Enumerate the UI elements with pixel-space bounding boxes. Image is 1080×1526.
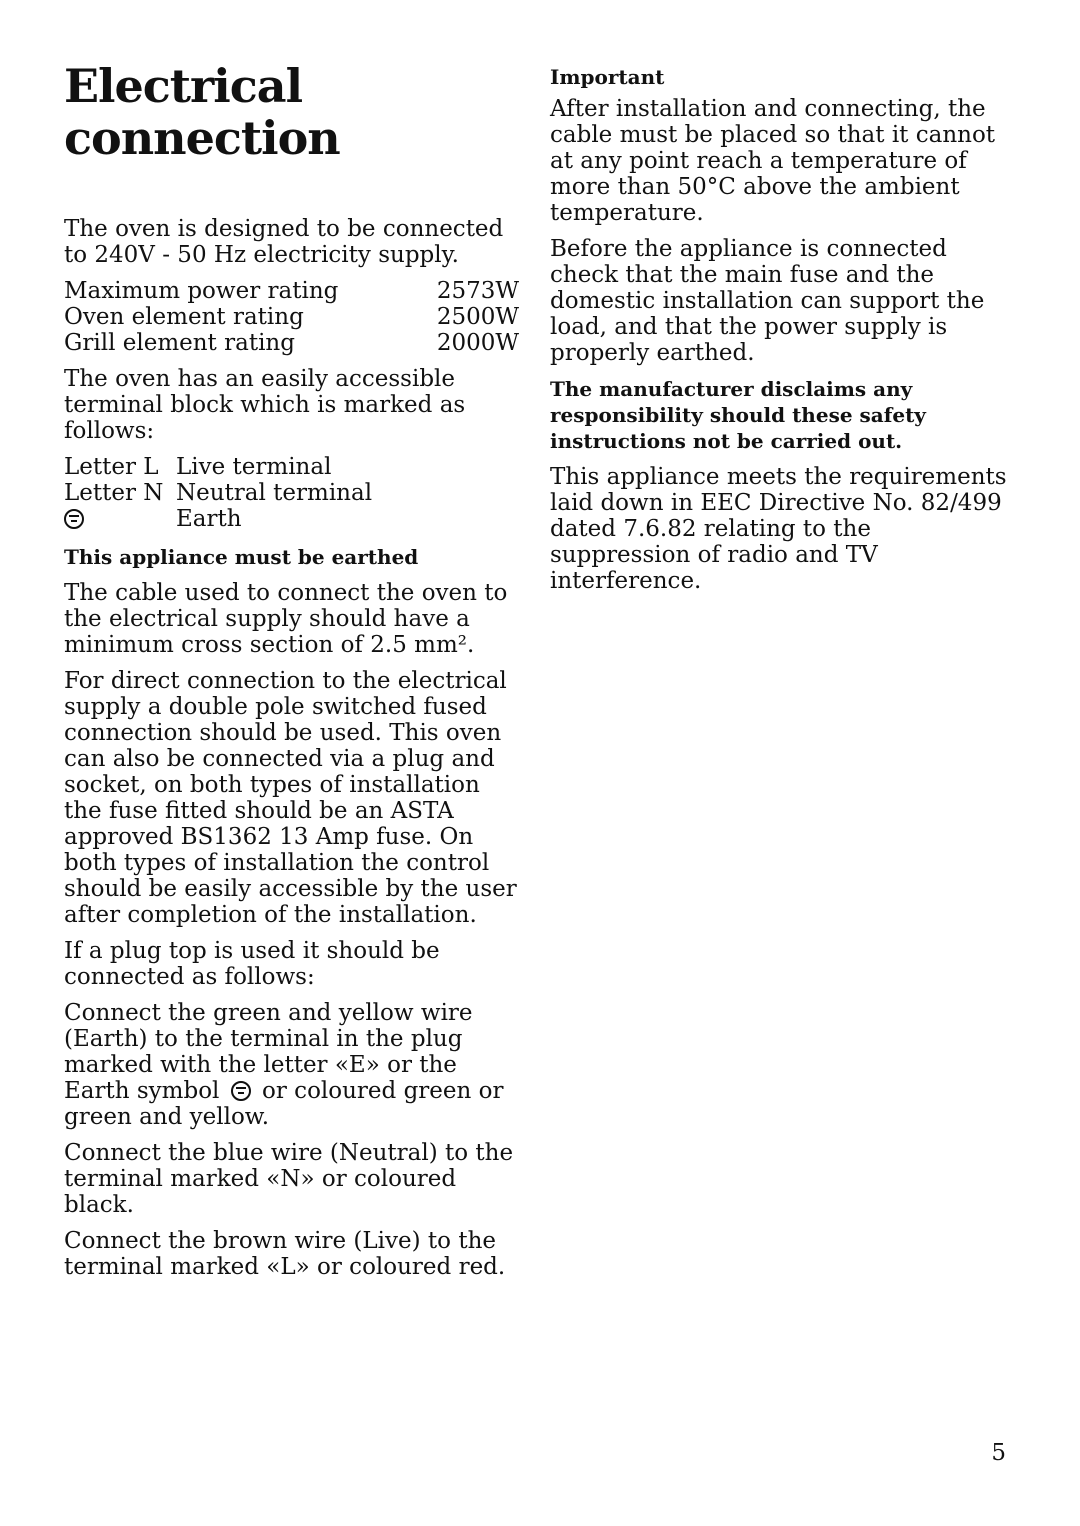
rating-value: 2500W (436, 304, 519, 330)
plug-paragraph: If a plug top is used it should be connected as follows: (64, 938, 440, 990)
page-number: 5 (991, 1440, 1006, 1466)
terminal-row-live (64, 454, 519, 480)
ratings-list (64, 278, 519, 356)
rating-label: Maximum power rating (64, 278, 339, 304)
terminal-row-neutral (64, 480, 519, 506)
earthed-heading: This appliance must be earthed (64, 545, 419, 569)
after-installation-paragraph: After installation and connecting, the cable must be placed so that it cannot at any point reach a temperature of more than 50°C above the ambient temperature. (550, 96, 996, 226)
brown-wire-paragraph: Connect the brown wire (Live) to the terminal marked «L» or coloured red. (64, 1228, 506, 1280)
important-heading: Important (550, 65, 665, 89)
rating-label: Grill element rating (64, 330, 295, 356)
terminal-desc: Live terminal (176, 454, 332, 480)
blue-wire-paragraph: Connect the blue wire (Neutral) to the terminal marked «N» or coloured black. (64, 1140, 514, 1218)
terminal-desc: Earth (176, 506, 242, 532)
green-wire-text-end: or coloured green or green and yellow. (64, 1078, 504, 1130)
disclaimer-paragraph: The manufacturer disclaims any responsibility should these safety instructions not be carried out. (550, 377, 926, 453)
eec-directive-paragraph: This appliance meets the requirements laid down in EEC Directive No. 82/499 dated 7.6.82 relating to the suppression of radio and TV interference. (550, 464, 1007, 594)
direct-connection-paragraph: For direct connection to the electrical supply a double pole switched fused connection should be used. This oven can also be connected via a plug and socket, on both types of installation the fuse fitted should be an ASTA approved BS1362 13 Amp fuse. On both types of installation the control should be easily accessible by the user after completion of the installation. (64, 668, 517, 928)
right-column (550, 64, 1010, 604)
green-wire-text: Connect the green and yellow wire (Earth) to the terminal in the plug marked with the letter «E» or the Earth symbol (64, 1000, 473, 1104)
earth-symbol-icon (231, 1081, 251, 1101)
rating-row-oven (64, 304, 519, 330)
page-title: Electrical connection (64, 59, 340, 165)
terminal-intro: The oven has an easily accessible terminal block which is marked as follows: (64, 366, 466, 444)
terminal-key (64, 506, 176, 532)
terminal-row-earth (64, 506, 519, 532)
rating-value: 2000W (436, 330, 519, 356)
rating-row-grill (64, 330, 519, 356)
cable-paragraph: The cable used to connect the oven to the electrical supply should have a minimum cross section of 2.5 mm². (64, 580, 508, 658)
rating-row-maximum (64, 278, 519, 304)
before-connection-paragraph: Before the appliance is connected check that the main fuse and the domestic installation can support the load, and that the power supply is properly earthed. (550, 236, 985, 366)
rating-label: Oven element rating (64, 304, 304, 330)
terminal-desc: Neutral terminal (176, 480, 373, 506)
earth-symbol-icon (64, 509, 84, 529)
terminal-key: Letter L (64, 454, 159, 480)
terminal-list (64, 454, 519, 532)
supply-intro: The oven is designed to be connected to 240V - 50 Hz electricity supply. (64, 216, 504, 268)
left-column (64, 60, 519, 1290)
rating-value: 2573W (436, 278, 519, 304)
terminal-key: Letter N (64, 480, 164, 506)
green-wire-paragraph (64, 1000, 519, 1130)
